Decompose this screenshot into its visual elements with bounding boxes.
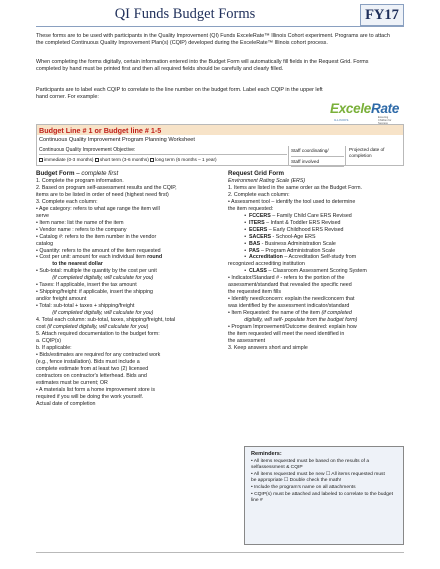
worksheet-heading: Budget Line # 1 or Budget line # 1-5 (39, 126, 162, 135)
budget-line: cost (if completed digitally, will calculate for you) (36, 324, 149, 331)
calc-note: (if completed (321, 310, 352, 317)
grid-line: recognized accrediting institution (228, 261, 305, 268)
ers-label: Environment Rating Scale (ERS) (228, 178, 306, 184)
logo-wordmark (330, 101, 399, 116)
header-divider (36, 26, 404, 27)
grid-line: 3. Keep answers short and simple (228, 344, 308, 351)
checkbox-icon (95, 158, 99, 162)
budget-line: required if you will be doing the work yourself. (36, 393, 144, 400)
fiscal-year-badge (360, 4, 404, 26)
grid-line: the item requested: (228, 205, 274, 212)
footer-divider (36, 552, 404, 553)
worksheet-staff-column (288, 146, 344, 165)
budget-form-title: Budget Form (36, 170, 75, 177)
worksheet-projected-date: Projected date of completion (345, 146, 403, 165)
budget-line: catalog (36, 240, 54, 247)
budget-form-heading (36, 170, 224, 178)
reminders-title: Reminders: (251, 451, 282, 457)
logo-subtitle: ILLINOIS (334, 118, 349, 122)
reminder-item: • All items requested must be based on the results of a (251, 458, 370, 464)
timeframe-option-short: short term (3-6 months) (99, 157, 149, 162)
grid-line (228, 310, 404, 317)
calc-note: (if completed digitally, will calculate for you (52, 310, 152, 317)
checkbox-icon (39, 158, 43, 162)
reminders-box (244, 446, 404, 545)
tool-desc: – Program Administration Scale (259, 247, 336, 254)
grid-line: the requested item fills (228, 289, 281, 296)
budget-line: (e.g., fence installation). Bids must include a (36, 358, 140, 365)
tool-desc: – Infant & Toddler ERS Revised (264, 219, 341, 226)
budget-line: • Taxes: If applicable, insert the tax amount (36, 282, 137, 289)
grid-line: 2. Complete each column: (228, 191, 290, 198)
tool-item: • ITERS – Infant & Toddler ERS Revised (228, 219, 341, 226)
grid-line: assessment/standard that revealed the specific need (228, 282, 352, 289)
fiscal-year-label: FY17 (365, 7, 399, 23)
cost-per-unit-text: • Cost per unit: amount for each individual item (36, 254, 146, 261)
round-text: round (147, 254, 163, 261)
tool-desc: – Accreditation Self-study from (282, 254, 357, 261)
worksheet-timeframe-options (39, 157, 217, 162)
budget-line: 2. Based on program self-assessment results and the CQIP, (36, 184, 177, 191)
tool-desc: - Business Administration Scale (260, 240, 336, 247)
item-requested-text: • Item Requested: the name of the item (228, 310, 320, 317)
request-grid-title: Request Grid Form (228, 170, 285, 177)
budget-line: • Sub-total: multiple the quantity by the cost per unit (36, 268, 157, 275)
grid-line: • Indicator/Standard # - refers to the portion of the (228, 275, 345, 282)
budget-line: • Vendor name : refers to the company (36, 226, 127, 233)
intro-paragraph-2: When completing the forms digitally, certain information entered into the Budget Form will automatically fill fields in the Request Grid. Forms completed by hand must be printed first and then all required fields should be carefully and clearly filled. (36, 59, 369, 73)
page-title: QI Funds Budget Forms (114, 6, 256, 22)
budget-line: and/or freight amount (36, 296, 87, 303)
tool-code: BAS (249, 240, 261, 247)
tool-code: FCCERS (249, 212, 271, 219)
grid-line: was identified by the assessment indicator/standard (228, 303, 350, 310)
staff-involved-label: Staff involved (291, 157, 344, 168)
reminder-item: selfassessment & CQIP (251, 465, 303, 471)
tool-item: • Accreditation – Accreditation Self-study from (228, 254, 357, 261)
request-grid-instructions (228, 170, 404, 352)
worksheet-subtitle: Continuous Quality Improvement Program Planning Worksheet (39, 137, 195, 143)
tool-code: ITERS (249, 219, 265, 226)
budget-line: estimates must be current; OR (36, 379, 108, 386)
budget-line: • Item name: list the name of the item (36, 219, 124, 226)
budget-line: (if completed digitally, will calculate for you) (52, 275, 154, 282)
worksheet-example (36, 124, 404, 166)
budget-line: • A materials list form a home improvement store is (36, 386, 156, 393)
reminder-item: line # (251, 498, 263, 504)
tool-item: • CLASS – Classroom Assessment Scoring System (228, 268, 367, 275)
tool-code: ECERS (249, 226, 268, 233)
reminder-item: be appropriate ☐ Double check the math! (251, 478, 342, 484)
intro-paragraph-3: Participants are to label each CQIP to correlate to the line number on the budget form. Label each CQIP in the upper left hand corner. For example: (36, 87, 323, 101)
budget-line: Actual date of completion (36, 400, 96, 407)
budget-line: • Bids/estimates are required for any contracted work (36, 351, 161, 358)
budget-line: serve (36, 212, 49, 219)
budget-line: • Shipping/freight: if applicable, insert the shipping (36, 289, 153, 296)
excelerate-logo (330, 97, 398, 127)
reminder-item: • All items requested must be new ☐ All items requested must (251, 471, 385, 477)
budget-line: contractors on contractor's letterhead. Bids and (36, 372, 147, 379)
self-populate-note: digitally, will self- populate from the budget form) (244, 317, 358, 324)
budget-form-subtitle: – complete first (76, 170, 119, 177)
tool-item: • BAS - Business Administration Scale (228, 240, 336, 247)
tool-code: SACERS (249, 233, 272, 240)
cost-text: cost (36, 324, 46, 331)
intro-paragraph-1: These forms are to be used with participants in the Quality Improvement (QI) Funds ExceleRate™ Illinois Cohort experiment. Programs are to attach the completed Continuous Quality Improvement Plan(s) (CQIP) developed during the ExceleRate™ Illinois cohort process. (36, 33, 390, 47)
tool-desc: - School-Age ERS (271, 233, 316, 240)
calc-note: (if completed digitally, will calculate for you (47, 324, 147, 331)
grid-line: • Program Improvement/Outcome desired: explain how (228, 324, 357, 331)
grid-line: the assessment (228, 337, 266, 344)
logo-tagline: Ensuring Children for Success (378, 116, 392, 125)
budget-line: 3. Complete each column: (36, 198, 98, 205)
reminder-item: • Include the program's name on all attachments (251, 484, 356, 490)
grid-line: the item requested will meet the need identified in (228, 330, 345, 337)
tool-item: • SACERS - School-Age ERS (228, 233, 316, 240)
budget-line: • Catalog #: refers to the item number in the vendor (36, 233, 157, 240)
timeframe-option-long: long term (6 months – 1 year) (155, 157, 217, 162)
budget-form-instructions (36, 170, 224, 407)
tool-desc: – Family Child Care ERS Revised (270, 212, 352, 219)
budget-line: 4. Total each column: sub-total, taxes, shipping/freight, total (36, 317, 176, 324)
tool-code: CLASS (249, 268, 267, 275)
budget-line (36, 254, 224, 261)
worksheet-objective-label: Continuous Quality Improvement Objective: (39, 147, 136, 153)
logo-word-b: Rate (371, 101, 400, 116)
calc-note: (if completed digitally, will calculate for you (52, 275, 152, 282)
tool-code: PAS (249, 247, 260, 254)
nearest-dollar-text: to the nearest dollar (52, 261, 103, 268)
budget-line: (if completed digitally, will calculate for you) (52, 310, 154, 317)
budget-line: b. If applicable: (36, 344, 72, 351)
budget-line: • Total: sub-total + taxes + shipping/freight (36, 303, 135, 310)
budget-line: items are to be listed in order of need (highest need first) (36, 191, 169, 198)
grid-line: • Identify need/concern: explain the need/concern that (228, 296, 355, 303)
tool-item: • FCCERS – Family Child Care ERS Revised (228, 212, 352, 219)
grid-line (228, 317, 404, 324)
budget-line: 5. Attach required documentation to the budget form: (36, 330, 160, 337)
tool-code: Accreditation (249, 254, 283, 261)
budget-line: a. CQIP(s) (36, 337, 62, 344)
tool-item: • ECERS – Early Childhood ERS Revised (228, 226, 344, 233)
worksheet-objective-field (39, 146, 287, 155)
tool-desc: – Early Childhood ERS Revised (267, 226, 344, 233)
worksheet-heading-bar (37, 125, 403, 135)
grid-line: • Assessment tool – identify the tool used to determine (228, 198, 356, 205)
logo-word-a: Excele (330, 101, 371, 116)
staff-coordinating-label: Staff coordinating/ (291, 146, 344, 157)
tool-desc: – Classroom Assessment Scoring System (266, 268, 367, 275)
tool-item: • PAS – Program Administration Scale (228, 247, 336, 254)
budget-line: complete estimate from at least two (2) licensed (36, 365, 149, 372)
checkbox-icon (150, 158, 154, 162)
budget-line: 1. Complete the program information. (36, 178, 124, 184)
budget-line (36, 261, 224, 268)
timeframe-option-immediate: immediate (0-3 months) (44, 157, 94, 162)
reminder-item: • CQIP(s) must be attached and labeled to correlate to the budget (251, 491, 393, 497)
grid-line: 1. Items are listed in the same order as the Budget Form. (228, 184, 362, 191)
budget-line: • Quantity: refers to the amount of the item requested (36, 247, 161, 254)
budget-line: • Age category: refers to what age range the item will (36, 205, 160, 212)
